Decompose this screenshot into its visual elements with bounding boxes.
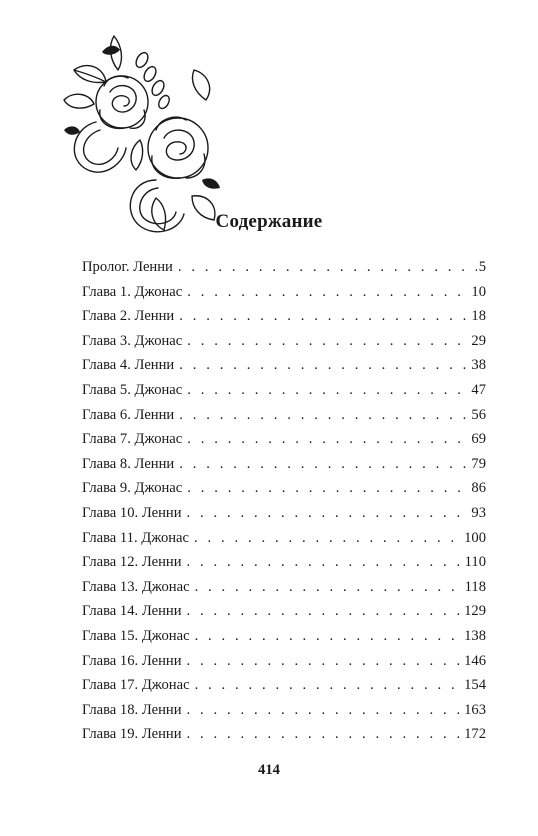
toc-entry-page: 118: [464, 578, 486, 595]
dot-leader: [195, 575, 463, 600]
toc-entry-title: Глава 13. Джонас: [82, 578, 190, 595]
toc-entry-title: Глава 1. Джонас: [82, 283, 183, 300]
toc-entry-page: 163: [464, 701, 486, 718]
dot-leader: [187, 599, 463, 624]
toc-entry-page: 69: [471, 431, 486, 448]
toc-entry-title: Глава 3. Джонас: [82, 332, 183, 349]
page-number: 414: [258, 762, 280, 778]
dot-leader: [187, 698, 463, 723]
toc-entry-page: 110: [464, 554, 486, 571]
toc-entry-title: Глава 11. Джонас: [82, 529, 190, 546]
toc-entry[interactable]: [82, 280, 486, 305]
toc-entry-page: 38: [471, 357, 486, 374]
toc-entry[interactable]: [82, 575, 486, 600]
toc-entry[interactable]: [82, 550, 486, 575]
toc-entry-title: Глава 10. Ленни: [82, 504, 182, 521]
toc-entry[interactable]: [82, 353, 486, 378]
toc-entry-page: 10: [471, 283, 486, 300]
dot-leader: [179, 403, 469, 428]
dot-leader: [195, 673, 463, 698]
toc-entry-title: Глава 9. Джонас: [82, 480, 183, 497]
toc-entry[interactable]: [82, 304, 486, 329]
toc-entry[interactable]: [82, 452, 486, 477]
toc-entry-title: Глава 16. Ленни: [82, 652, 182, 669]
toc-entry-page: 18: [471, 308, 486, 325]
toc-entry-page: 5: [478, 259, 486, 275]
dot-leader: [187, 427, 469, 452]
toc-entry-title: Глава 6. Ленни: [82, 406, 175, 423]
dot-leader: [187, 550, 463, 575]
toc-entry-title: Глава 2. Ленни: [82, 308, 175, 325]
toc-entry-page: 86: [471, 480, 486, 497]
dot-leader: [178, 255, 477, 280]
dot-leader: [187, 378, 469, 403]
toc-entry-page: 93: [471, 504, 486, 521]
toc-entry[interactable]: [82, 329, 486, 354]
dot-leader: [187, 722, 463, 747]
toc-entry-title: Глава 12. Ленни: [82, 554, 182, 571]
toc-entry[interactable]: [82, 476, 486, 501]
toc-entry-page: 146: [464, 652, 486, 669]
dot-leader: [187, 476, 469, 501]
toc-entry[interactable]: [82, 378, 486, 403]
toc-entry-page: 79: [471, 455, 486, 472]
toc-entry[interactable]: [82, 673, 486, 698]
toc-entry-page: 172: [464, 726, 486, 743]
toc-entry-page: 100: [464, 529, 486, 546]
toc-entry-title: Глава 18. Ленни: [82, 701, 182, 718]
toc-entry-title: Глава 15. Джонас: [82, 627, 190, 644]
dot-leader: [179, 304, 469, 329]
toc-entry[interactable]: [82, 599, 486, 624]
table-of-contents: [82, 255, 486, 747]
dot-leader: [187, 329, 469, 354]
dot-leader: [187, 280, 469, 305]
toc-entry-page: 138: [464, 627, 486, 644]
toc-entry-title: Глава 17. Джонас: [82, 677, 190, 694]
toc-entry-title: Глава 7. Джонас: [82, 431, 183, 448]
toc-entry-title: Пролог. Ленни: [82, 259, 173, 275]
toc-entry-page: 154: [464, 677, 486, 694]
toc-entry-title: Глава 5. Джонас: [82, 381, 183, 398]
dot-leader: [194, 526, 462, 551]
toc-entry[interactable]: [82, 698, 486, 723]
dot-leader: [187, 649, 463, 674]
dot-leader: [187, 501, 470, 526]
toc-entry[interactable]: [82, 624, 486, 649]
toc-entry-title: Глава 4. Ленни: [82, 357, 175, 374]
toc-entry-page: 47: [471, 381, 486, 398]
toc-entry-title: Глава 19. Ленни: [82, 726, 182, 743]
dot-leader: [179, 452, 469, 477]
toc-entry[interactable]: [82, 649, 486, 674]
toc-entry-page: 56: [471, 406, 486, 423]
toc-entry[interactable]: [82, 255, 486, 280]
toc-entry[interactable]: [82, 427, 486, 452]
dot-leader: [179, 353, 469, 378]
toc-entry-title: Глава 14. Ленни: [82, 603, 182, 620]
toc-entry[interactable]: [82, 403, 486, 428]
toc-entry-title: Глава 8. Ленни: [82, 455, 175, 472]
toc-entry[interactable]: [82, 526, 486, 551]
page-title: Содержание: [215, 211, 323, 232]
dot-leader: [195, 624, 463, 649]
toc-entry-page: 129: [464, 603, 486, 620]
toc-entry[interactable]: [82, 722, 486, 747]
toc-entry[interactable]: [82, 501, 486, 526]
toc-entry-page: 29: [471, 332, 486, 349]
